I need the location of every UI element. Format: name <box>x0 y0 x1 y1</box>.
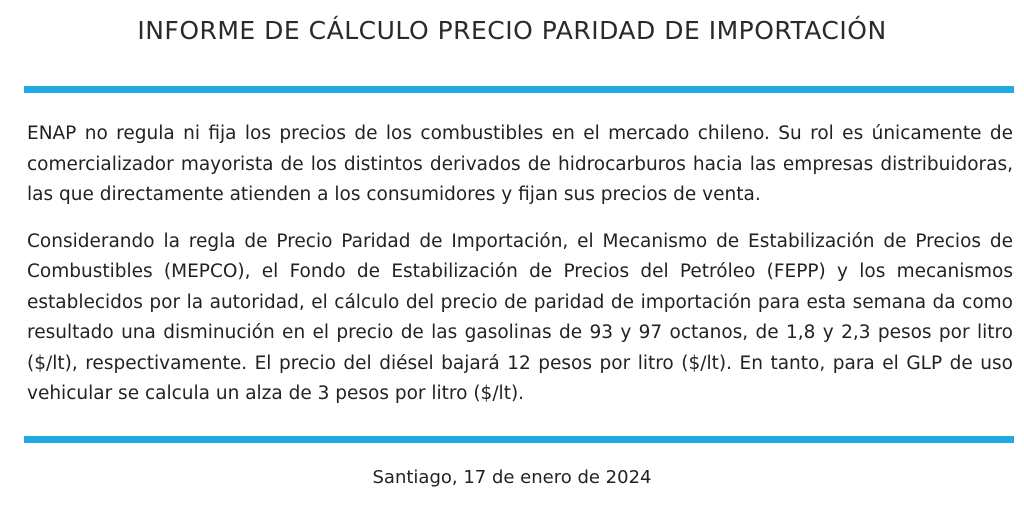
paragraph-enap-role: ENAP no regula ni fija los precios de los combustibles en el mercado chileno. Su rol es únicamente de comercializador mayorista de los distintos derivados de hidrocarburos hacia las empresas distribuidoras, las que directamente atienden a los consumidores y fijan sus precios de venta. <box>27 123 1013 205</box>
bottom-divider <box>24 436 1014 443</box>
document-body <box>27 119 1013 426</box>
date-location-footer: Santiago, 17 de enero de 2024 <box>372 467 652 488</box>
top-divider <box>24 86 1014 93</box>
paragraph-price-calculation: Considerando la regla de Precio Paridad de Importación, el Mecanismo de Estabilización de Precios de Combustibles (MEPCO), el Fondo de Estabilización de Precios del Petróleo (FEPP) y los mecanismos establecidos por la autoridad, el cálculo del precio de paridad de importación para esta semana da como resultado una disminución en el precio de las gasolinas de 93 y 97 octanos, de 1,8 y 2,3 pesos por litro ($/lt), respectivamente. El precio del diésel bajará 12 pesos por litro ($/lt). En tanto, para el GLP de uso vehicular se calcula un alza de 3 pesos por litro ($/lt). <box>27 230 1013 404</box>
document-title: INFORME DE CÁLCULO PRECIO PARIDAD DE IMPORTACIÓN <box>137 16 887 45</box>
